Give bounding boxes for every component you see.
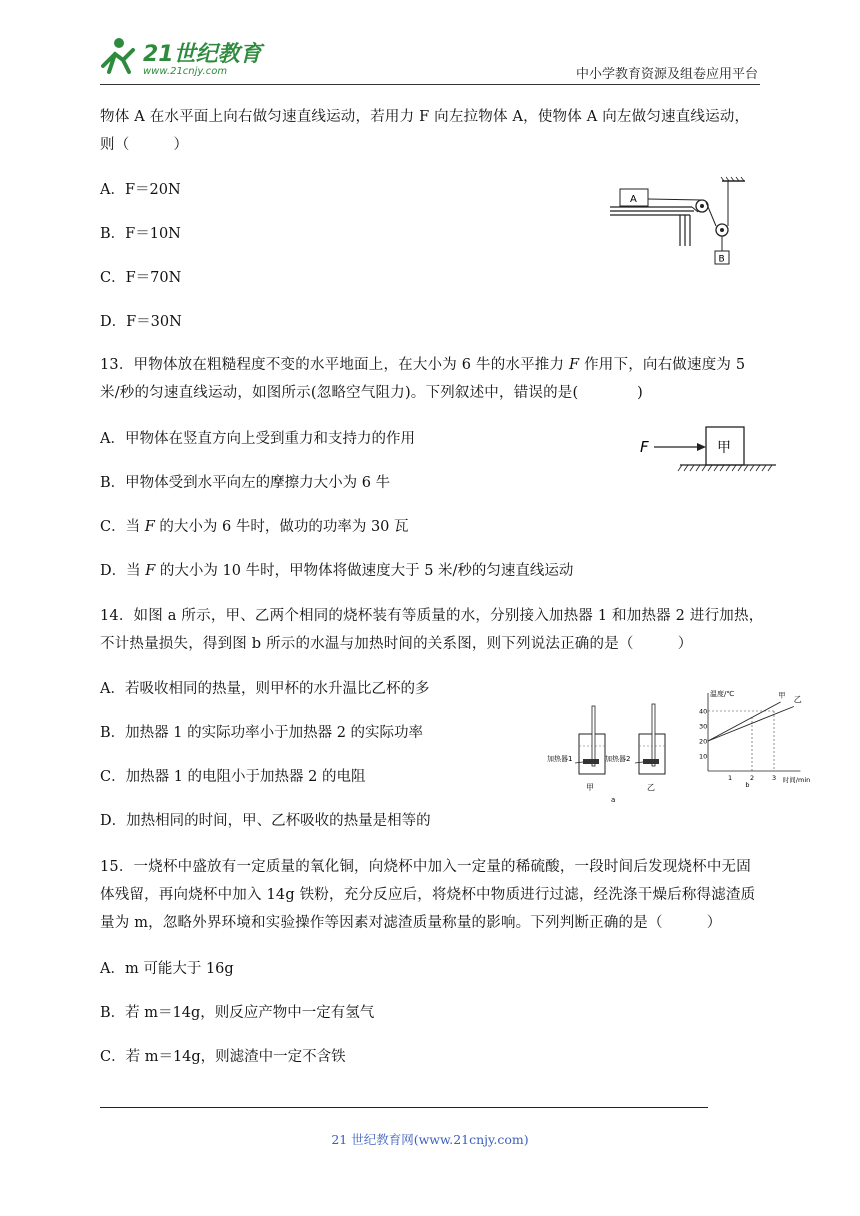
q14-option-b: B．加热器 1 的实际功率小于加热器 2 的实际功率 — [100, 725, 424, 741]
heater2-label: 加热器2 — [605, 755, 631, 763]
q15-option-b: B．若 m＝14g，则反应产物中一定有氢气 — [100, 1005, 375, 1021]
q12-option-c: C．F＝70N — [100, 270, 182, 286]
platform-name: 中小学教育资源及组卷应用平台 — [575, 67, 758, 82]
fig-b-label: b — [745, 781, 750, 789]
series-jia-label: 甲 — [778, 691, 786, 700]
block-jia-label: 甲 — [717, 440, 731, 456]
y-tick-label: 30 — [699, 722, 708, 731]
x-axis-label: 时间/min — [782, 776, 811, 784]
footer-text: 21 世纪教育网(www.21cnjy.com) — [331, 1132, 529, 1147]
header-divider — [100, 84, 760, 85]
logo-text: 21世纪教育 — [143, 42, 262, 67]
q15-option-c: C．若 m＝14g，则滤渣中一定不含铁 — [100, 1049, 346, 1065]
q15-option-a: A．m 可能大于 16g — [100, 961, 234, 977]
q14-option-d: D．加热相同的时间，甲、乙杯吸收的热量是相等的 — [100, 813, 431, 829]
q14-line2: 不计热量损失，得到图 b 所示的水温与加热时间的关系图，则下列说法正确的是（ ） — [100, 636, 693, 652]
q12-line1: 物体 A 在水平面上向右做匀速直线运动，若用力 F 向左拉物体 A，使物体 A 向左做匀速直线运动， — [100, 109, 750, 125]
q13-option-c: C．当 F 的大小为 6 牛时，做功的功率为 30 瓦 — [100, 519, 409, 535]
q14-line1: 14．如图 a 所示，甲、乙两个相同的烧杯装有等质量的水，分别接入加热器 1 和加热器 2 进行加热， — [100, 608, 764, 624]
cup2-label: 乙 — [647, 783, 655, 792]
q13-option-b: B．甲物体受到水平向左的摩擦力大小为 6 牛 — [100, 475, 391, 491]
y-tick-label: 10 — [699, 752, 708, 761]
logo-runner-head — [114, 38, 124, 48]
y-tick-label: 20 — [699, 737, 708, 746]
q13-option-a: A．甲物体在竖直方向上受到重力和支持力的作用 — [100, 431, 415, 447]
series-yi — [708, 707, 794, 742]
q13-push-figure — [636, 422, 778, 478]
y-axis-label: 温度/℃ — [710, 690, 735, 698]
fig-a-label: a — [611, 796, 616, 804]
block-b-label: B — [718, 254, 725, 265]
q14-option-a: A．若吸收相同的热量，则甲杯的水升温比乙杯的多 — [100, 681, 430, 697]
q15-line3: 量为 m，忽略外界环境和实验操作等因素对滤渣质量称量的影响。下列判断正确的是（ ） — [100, 915, 722, 931]
temp-time-chart — [699, 689, 810, 789]
block-a-label: A — [630, 194, 637, 205]
q15-line2: 体残留，再向烧杯中加入 14g 铁粉，充分反应后，将烧杯中物质进行过滤，经洗涤干燥后称得滤渣质 — [100, 887, 756, 903]
q12-option-d: D．F＝30N — [100, 314, 182, 330]
q12-pulley-figure — [610, 176, 750, 272]
q15-line1: 15．一烧杯中盛放有一定质量的氧化铜，向烧杯中加入一定量的稀硫酸，一段时间后发现烧杯中无固 — [100, 859, 751, 875]
q12-line2: 则（ ） — [100, 137, 189, 153]
x-tick-label: 2 — [750, 774, 755, 782]
x-tick-label: 1 — [728, 774, 733, 782]
q14-figure — [545, 686, 811, 810]
q12-option-b: B．F＝10N — [100, 226, 181, 242]
y-tick-label: 40 — [699, 707, 708, 716]
footer-divider — [100, 1107, 708, 1108]
site-logo — [95, 32, 265, 78]
cup1-label: 甲 — [586, 783, 594, 792]
force-label: F — [640, 438, 649, 456]
q13-option-d: D．当 F 的大小为 10 牛时，甲物体将做速度大于 5 米/秒的匀速直线运动 — [100, 563, 574, 579]
q13-line2: 米/秒的匀速直线运动，如图所示(忽略空气阻力)。下列叙述中，错误的是( ) — [100, 385, 644, 401]
series-yi-label: 乙 — [793, 695, 802, 704]
logo-url: www.21cnjy.com — [143, 66, 228, 77]
heater1-label: 加热器1 — [547, 755, 573, 763]
x-tick-label: 3 — [772, 774, 777, 782]
q14-option-c: C．加热器 1 的电阻小于加热器 2 的电阻 — [100, 769, 366, 785]
series-jia — [708, 702, 781, 741]
q12-option-a: A．F＝20N — [100, 182, 181, 198]
q13-line1: 13．甲物体放在粗糙程度不变的水平地面上，在大小为 6 牛的水平推力 F 作用下，向右做速度为 5 — [100, 357, 746, 373]
